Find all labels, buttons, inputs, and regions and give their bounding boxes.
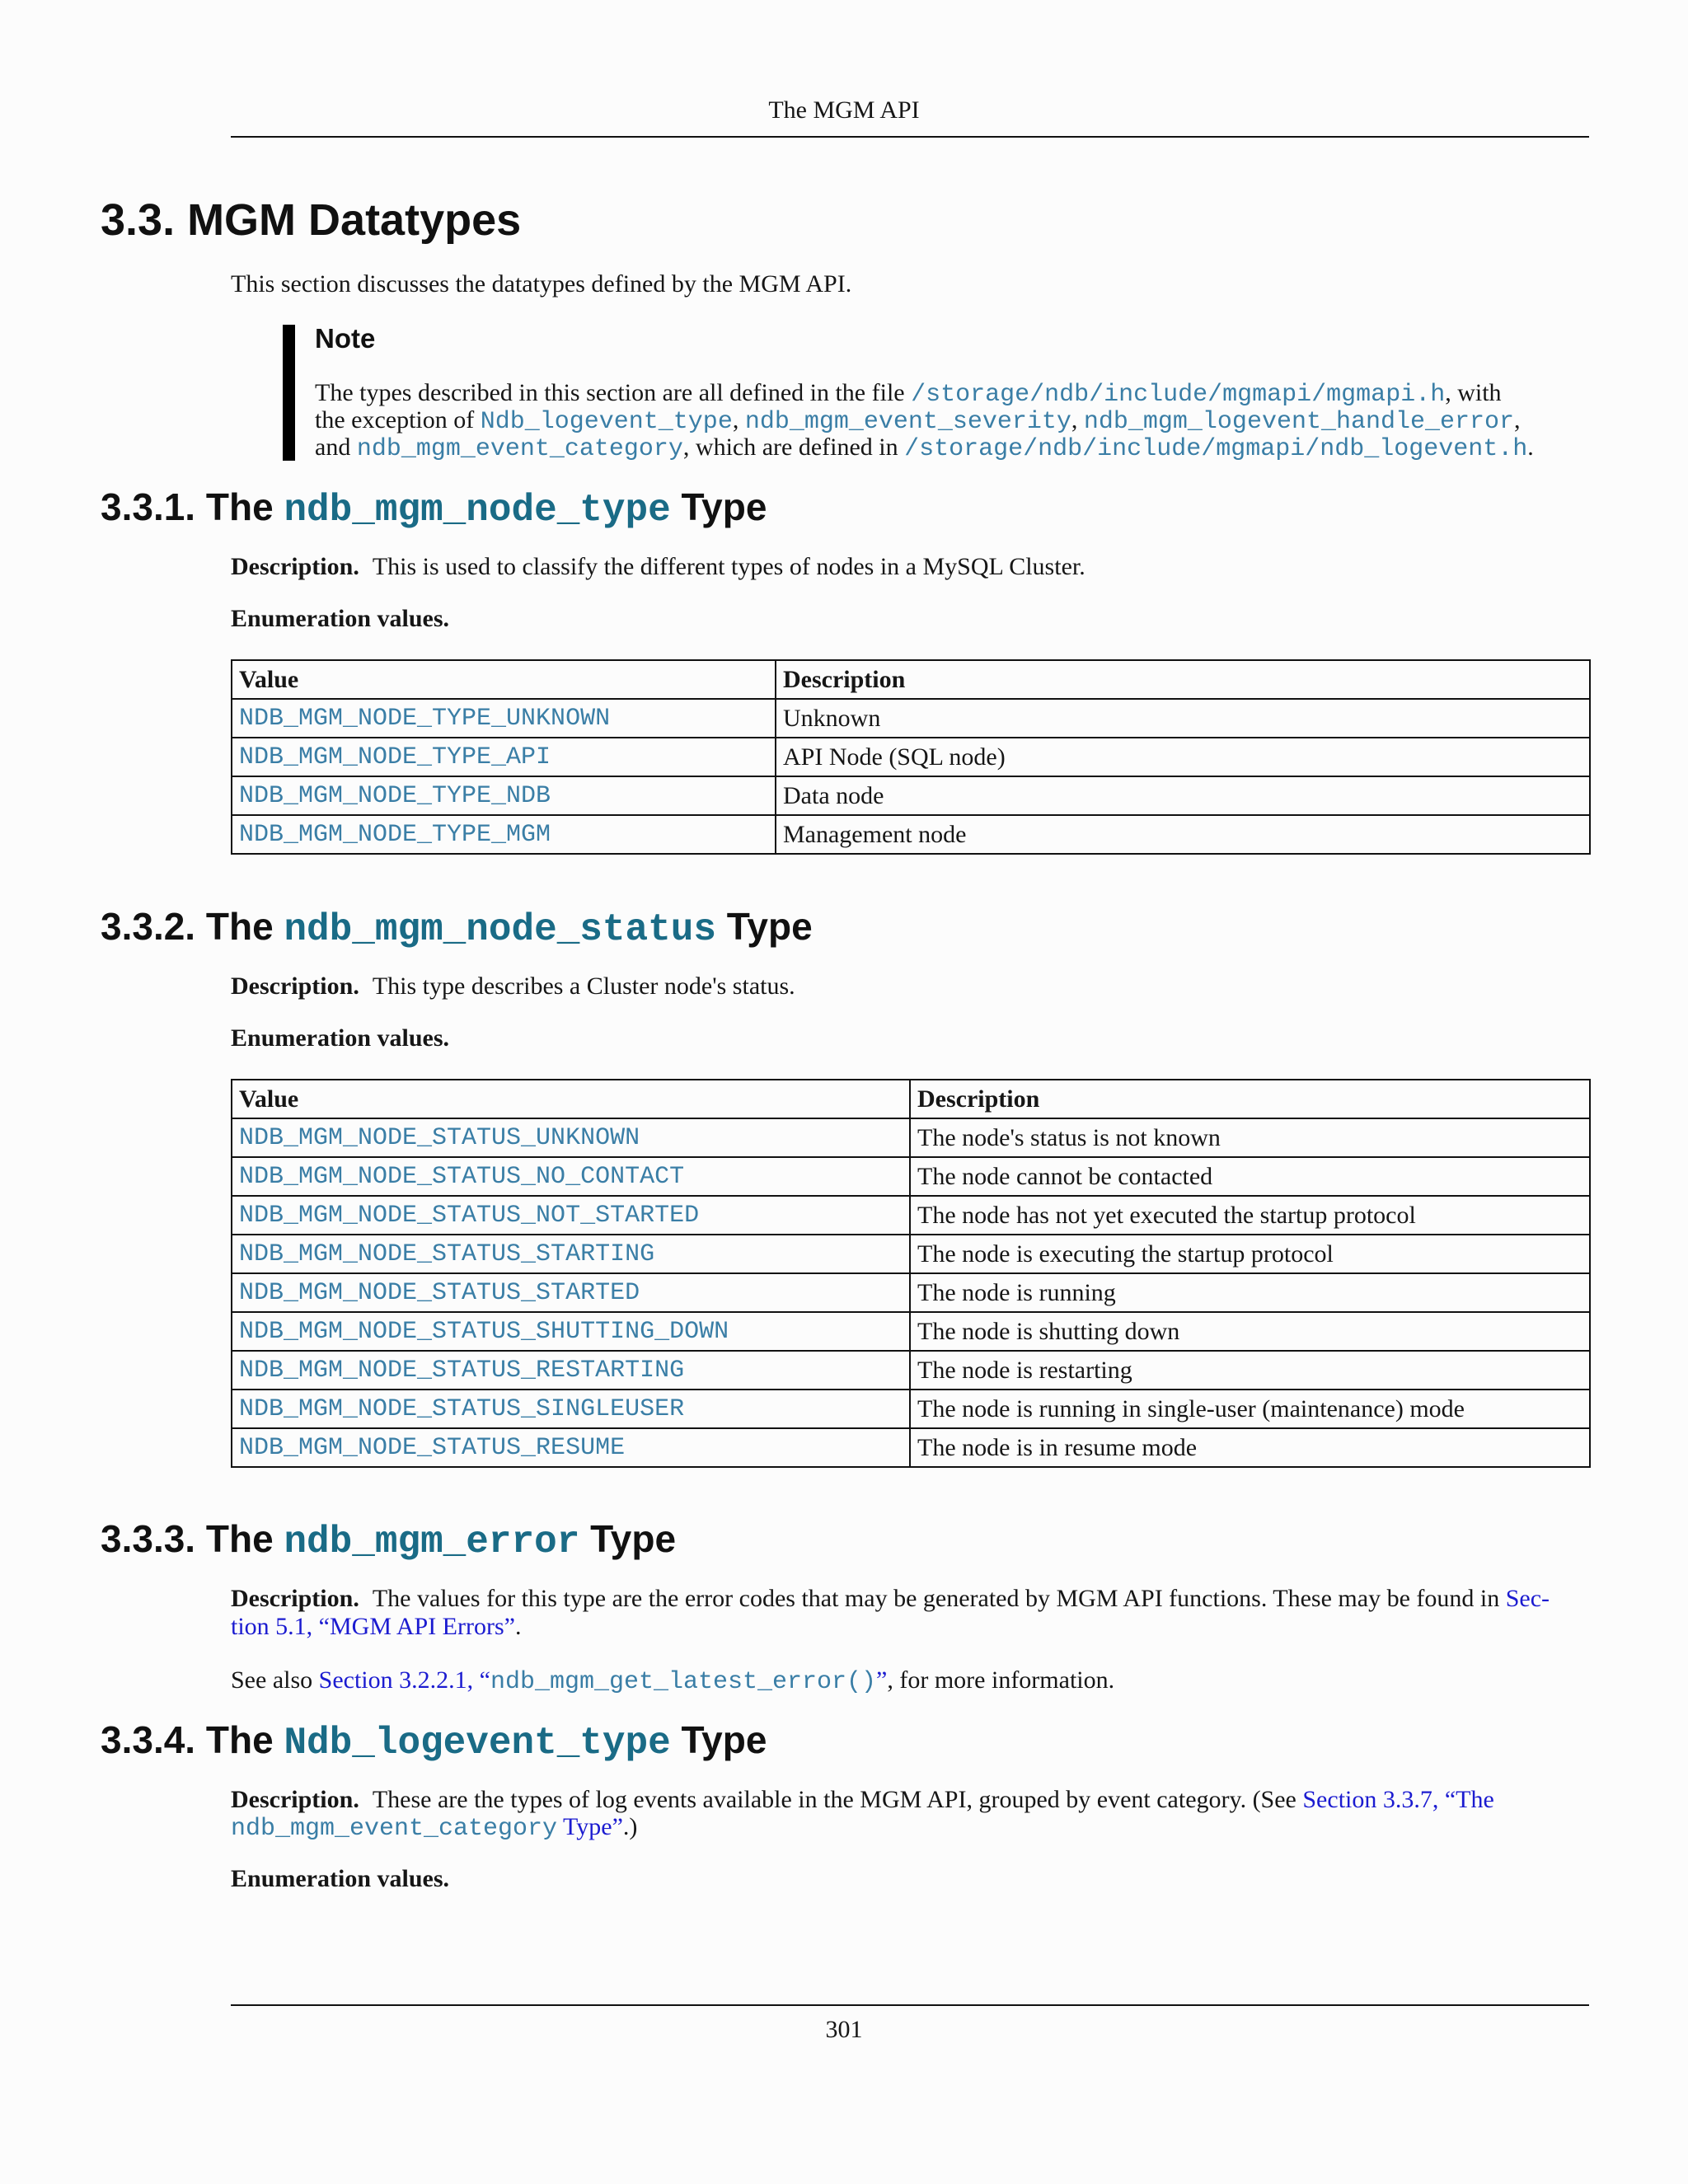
handle-error-code: ndb_mgm_logevent_handle_error (1083, 408, 1514, 436)
event-severity-code: ndb_mgm_event_severity (744, 408, 1071, 436)
enum-description: API Node (SQL node) (776, 738, 1590, 776)
note-text: , (1071, 406, 1084, 434)
enum-value: NDB_MGM_NODE_STATUS_STARTED (232, 1273, 910, 1312)
footer-rule (231, 2004, 1589, 2006)
note-bar (283, 325, 295, 461)
heading-prefix: 3.3.2. The (101, 905, 284, 948)
enum-description: The node's status is not known (910, 1118, 1590, 1157)
enum-value: NDB_MGM_NODE_TYPE_MGM (232, 815, 776, 854)
table-row (232, 1235, 1590, 1273)
table-row (232, 699, 1590, 738)
event-category-section-link[interactable]: Section 3.3.7, “The (1302, 1786, 1494, 1813)
heading-suffix: Type (670, 1718, 767, 1761)
enum-value: NDB_MGM_NODE_TYPE_NDB (232, 776, 776, 815)
enum-value: NDB_MGM_NODE_STATUS_STARTING (232, 1235, 910, 1273)
enum-value: NDB_MGM_NODE_STATUS_RESTARTING (232, 1351, 910, 1390)
table-row (232, 1351, 1590, 1390)
table-row (232, 738, 1590, 776)
heading-suffix: Type (715, 905, 813, 948)
logevent-header-path: /storage/ndb/include/mgmapi/ndb_logevent.h (904, 435, 1528, 463)
heading-prefix: 3.3.3. The (101, 1517, 284, 1560)
description-text: These are the types of log events available in the MGM API, grouped by event category. (See (372, 1786, 1303, 1813)
logevent-type-code: Ndb_logevent_type (480, 408, 733, 436)
heading-prefix: 3.3.4. The (101, 1718, 284, 1761)
note-text: , which are defined in (682, 434, 905, 461)
subsection-heading-logevent-type (101, 1718, 767, 1765)
node-status-enum-table (231, 1079, 1591, 1468)
description-paragraph-continued (231, 1613, 521, 1640)
subsection-heading-node-type (101, 485, 767, 532)
enumeration-label: Enumeration values. (231, 1024, 450, 1052)
enumeration-label: Enumeration values. (231, 1865, 450, 1892)
get-latest-error-link[interactable]: Section 3.2.2.1, “ (318, 1666, 490, 1694)
heading-prefix: 3.3.1. The (101, 485, 284, 528)
column-header-value: Value (232, 660, 776, 699)
note-text: , with (1445, 379, 1502, 406)
description-label: Description. (231, 1786, 359, 1813)
enum-description: The node cannot be contacted (910, 1157, 1590, 1196)
section-title: 3.3. MGM Datatypes (101, 195, 522, 245)
enumeration-label: Enumeration values. (231, 605, 450, 632)
heading-suffix: Type (579, 1517, 677, 1560)
enum-value: NDB_MGM_NODE_STATUS_NOT_STARTED (232, 1196, 910, 1235)
description-paragraph (231, 1585, 1550, 1612)
table-header-row (232, 660, 1590, 699)
table-row (232, 1312, 1590, 1351)
event-category-section-link[interactable]: Type” (557, 1813, 623, 1840)
note-text: The types described in this section are all defined in the file (315, 379, 912, 406)
description-label: Description. (231, 553, 359, 580)
enum-value: NDB_MGM_NODE_STATUS_UNKNOWN (232, 1118, 910, 1157)
description-text: This type describes a Cluster node's status. (372, 972, 795, 1000)
intro-paragraph: This section discusses the datatypes defined by the MGM API. (231, 270, 852, 298)
subsection-heading-error (101, 1517, 677, 1563)
description-paragraph (231, 553, 1085, 580)
description-label: Description. (231, 972, 359, 1000)
subsection-heading-node-status (101, 905, 813, 951)
heading-type-name: Ndb_logevent_type (284, 1722, 671, 1765)
enum-description: The node is running (910, 1273, 1590, 1312)
enum-value: NDB_MGM_NODE_STATUS_SINGLEUSER (232, 1390, 910, 1428)
table-row (232, 1273, 1590, 1312)
event-category-code: ndb_mgm_event_category (356, 435, 683, 463)
node-type-enum-table (231, 659, 1591, 855)
description-text: .) (622, 1813, 638, 1840)
enum-value: NDB_MGM_NODE_STATUS_RESUME (232, 1428, 910, 1467)
mgmapi-header-path: /storage/ndb/include/mgmapi/mgmapi.h (911, 381, 1446, 409)
heading-type-name: ndb_mgm_node_status (284, 908, 716, 951)
event-category-section-link-code[interactable]: ndb_mgm_event_category (231, 1815, 558, 1843)
running-header: The MGM API (768, 96, 920, 124)
note-text: . (1527, 434, 1534, 461)
note-text: the exception of (315, 406, 481, 434)
description-paragraph (231, 1786, 1494, 1813)
note-text: and (315, 434, 357, 461)
description-paragraph-continued (231, 1813, 638, 1843)
description-text: . (514, 1613, 522, 1640)
enum-description: Unknown (776, 699, 1590, 738)
note-line (315, 406, 1521, 434)
enum-description: Management node (776, 815, 1590, 854)
mgm-api-errors-link[interactable]: Sec- (1505, 1585, 1550, 1612)
enum-value: NDB_MGM_NODE_STATUS_NO_CONTACT (232, 1157, 910, 1196)
get-latest-error-link-code[interactable]: ndb_mgm_get_latest_error() (490, 1668, 877, 1696)
heading-type-name: ndb_mgm_error (284, 1521, 580, 1563)
table-row (232, 1390, 1590, 1428)
column-header-description: Description (910, 1080, 1590, 1118)
table-row (232, 1157, 1590, 1196)
note-line (315, 379, 1502, 409)
column-header-description: Description (776, 660, 1590, 699)
table-row (232, 1428, 1590, 1467)
note-label: Note (315, 323, 376, 354)
enum-description: The node is running in single-user (maintenance) mode (910, 1390, 1590, 1428)
enum-description: The node is restarting (910, 1351, 1590, 1390)
enum-description: The node is in resume mode (910, 1428, 1590, 1467)
mgm-api-errors-link[interactable]: tion 5.1, “MGM API Errors” (231, 1613, 515, 1640)
header-rule (231, 136, 1589, 138)
see-also-text: See also (231, 1666, 319, 1694)
table-row (232, 1118, 1590, 1157)
description-text: The values for this type are the error codes that may be generated by MGM API functions. These may be found in (372, 1585, 1506, 1612)
see-also-paragraph (231, 1666, 1114, 1694)
column-header-value: Value (232, 1080, 910, 1118)
table-row (232, 815, 1590, 854)
description-text: This is used to classify the different types of nodes in a MySQL Cluster. (372, 553, 1085, 580)
enum-description: The node is executing the startup protocol (910, 1235, 1590, 1273)
note-line (315, 434, 1534, 461)
description-label: Description. (231, 1585, 359, 1612)
see-also-text: , for more information. (887, 1666, 1115, 1694)
enum-value: NDB_MGM_NODE_TYPE_API (232, 738, 776, 776)
enum-description: The node has not yet executed the startup protocol (910, 1196, 1590, 1235)
heading-type-name: ndb_mgm_node_type (284, 489, 671, 532)
note-text: , (732, 406, 745, 434)
enum-description: The node is shutting down (910, 1312, 1590, 1351)
table-row (232, 776, 1590, 815)
page-number: 301 (825, 2016, 863, 2043)
enum-value: NDB_MGM_NODE_STATUS_SHUTTING_DOWN (232, 1312, 910, 1351)
get-latest-error-link[interactable]: ” (876, 1666, 888, 1694)
note-text: , (1514, 406, 1521, 434)
table-header-row (232, 1080, 1590, 1118)
table-row (232, 1196, 1590, 1235)
enum-value: NDB_MGM_NODE_TYPE_UNKNOWN (232, 699, 776, 738)
enum-description: Data node (776, 776, 1590, 815)
heading-suffix: Type (670, 485, 767, 528)
description-paragraph (231, 972, 795, 1000)
